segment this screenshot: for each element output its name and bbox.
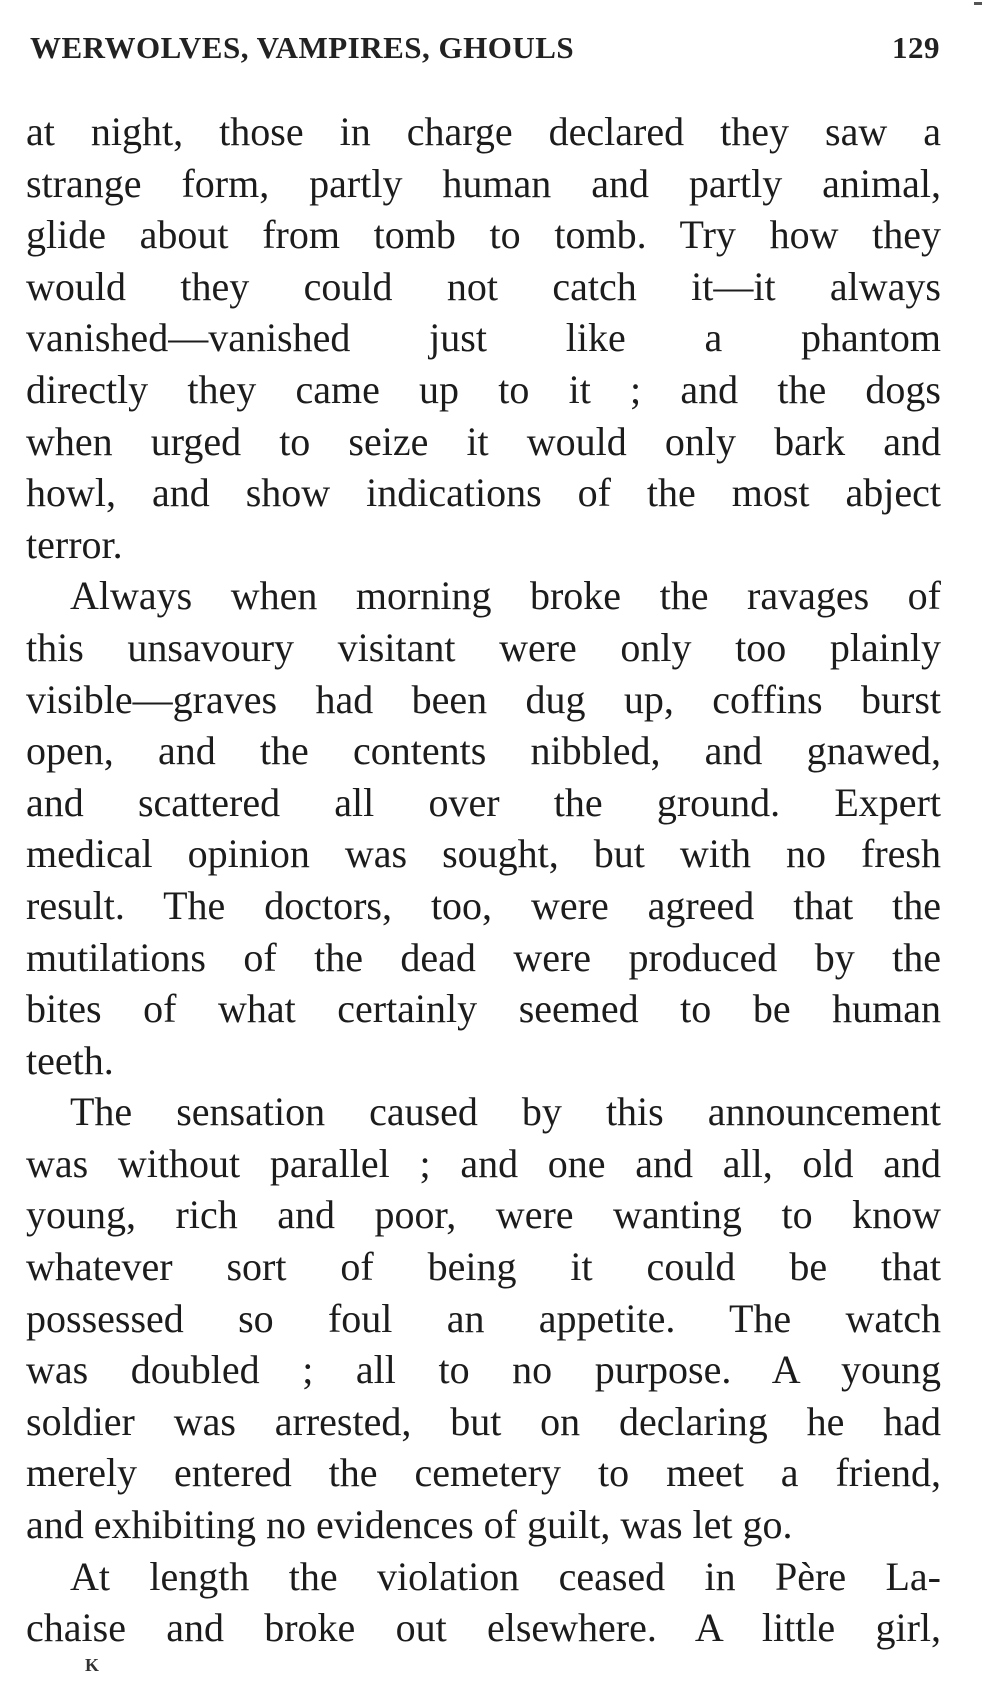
text-line: open, and the contents nibbled, and gnawed, (26, 728, 941, 774)
text-line: At length the violation ceased in Père La- (70, 1553, 941, 1599)
text-line: was doubled ; all to no purpose. A young (26, 1347, 941, 1393)
text-line: would they could not catch it—it always (26, 263, 941, 309)
text-line: bites of what certainly seemed to be human (26, 986, 941, 1032)
text-line: Always when morning broke the ravages of (70, 573, 941, 619)
corner-mark (974, 2, 982, 5)
page-header (30, 30, 940, 70)
running-title: WERWOLVES, VAMPIRES, GHOULS (30, 30, 575, 65)
text-line: and exhibiting no evidences of guilt, was let go. (26, 1502, 793, 1548)
text-line: result. The doctors, too, were agreed that the (26, 882, 941, 928)
text-line: young, rich and poor, were wanting to know (26, 1192, 941, 1238)
text-line: whatever sort of being it could be that (26, 1244, 941, 1290)
text-line: medical opinion was sought, but with no fresh (26, 831, 941, 877)
text-line: vanished—vanished just like a phantom (26, 315, 941, 361)
text-line: mutilations of the dead were produced by the (26, 934, 941, 980)
text-line: visible—graves had been dug up, coffins burst (26, 676, 941, 722)
paragraph-4 (26, 1551, 941, 1654)
text-line: strange form, partly human and partly animal, (26, 160, 941, 206)
paragraph-1 (26, 106, 941, 570)
text-line: terror. (26, 521, 123, 567)
text-line: glide about from tomb to tomb. Try how they (26, 212, 941, 258)
text-line: this unsavoury visitant were only too plainly (26, 624, 941, 670)
page-number: 129 (892, 30, 940, 65)
text-line: directly they came up to it ; and the dogs (26, 366, 941, 412)
text-line: soldier was arrested, but on declaring he had (26, 1398, 941, 1444)
body-text (26, 106, 941, 1654)
text-line: teeth. (26, 1037, 114, 1083)
text-line: and scattered all over the ground. Expert (26, 779, 941, 825)
text-line: howl, and show indications of the most abject (26, 470, 941, 516)
signature-mark: K (85, 1655, 100, 1675)
text-line: possessed so foul an appetite. The watch (26, 1295, 941, 1341)
paragraph-2 (26, 570, 941, 1086)
text-line: The sensation caused by this announcement (70, 1089, 941, 1135)
text-line: when urged to seize it would only bark and (26, 418, 941, 464)
text-line: at night, those in charge declared they saw a (26, 109, 941, 154)
paragraph-3 (26, 1086, 941, 1550)
text-line: merely entered the cemetery to meet a friend, (26, 1450, 941, 1496)
text-line: was without parallel ; and one and all, old and (26, 1140, 941, 1186)
text-line: chaise and broke out elsewhere. A little girl, (26, 1605, 941, 1651)
